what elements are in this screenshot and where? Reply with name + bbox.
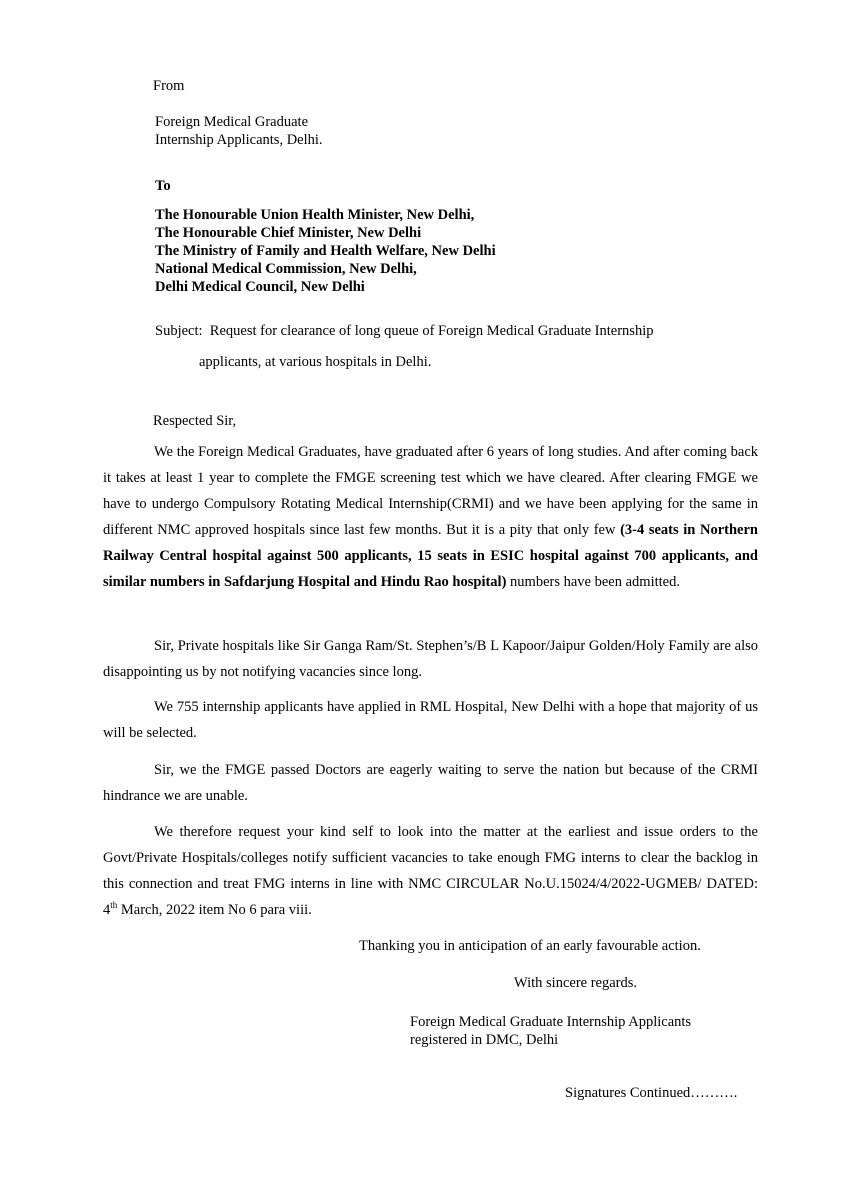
from-label: From bbox=[153, 78, 185, 94]
paragraph-5 bbox=[103, 819, 758, 923]
subject-text: Request for clearance of long queue of Foreign Medical Graduate Internship bbox=[209, 323, 654, 339]
paragraph-1-text: We the Foreign Medical Graduates, have graduated after 6 years of long studies. And after coming back it takes at least 1 year to complete the FMGE screening test which we have cleared. After clearing FMGE we have to undergo Compulsory Rotating Medical Internship(CRMI) and we have been applying for the same in different NMC approved hospitals since last few months. But it is a pity that only few bbox=[103, 444, 758, 538]
paragraph-2 bbox=[103, 633, 758, 685]
recipient-line: Delhi Medical Council, New Delhi bbox=[155, 279, 365, 295]
subject-label: Subject: bbox=[155, 323, 203, 339]
signoff bbox=[410, 1013, 691, 1049]
paragraph-4-text: Sir, we the FMGE passed Doctors are eagerly waiting to serve the nation but because of the CRMI hindrance we are unable. bbox=[103, 762, 758, 804]
paragraph-5-end: March, 2022 item No 6 para viii. bbox=[117, 902, 312, 918]
recipient-line: The Ministry of Family and Health Welfare, New Delhi bbox=[155, 243, 496, 259]
signatures-continued: Signatures Continued………. bbox=[565, 1085, 738, 1101]
recipient-line: The Honourable Union Health Minister, New Delhi, bbox=[155, 207, 475, 223]
from-line: Internship Applicants, Delhi. bbox=[155, 132, 323, 148]
from-address bbox=[155, 113, 323, 149]
paragraph-1 bbox=[103, 439, 758, 595]
recipient-line: National Medical Commission, New Delhi, bbox=[155, 261, 417, 277]
paragraph-5-text: We therefore request your kind self to look into the matter at the earliest and issue orders to the Govt/Private Hospitals/colleges notify sufficient vacancies to take enough FMG interns to clear the backlog in this connection and treat FMG interns in line with NMC CIRCULAR No.U.15024/4/2022-UGMEB/ DATED: 4 bbox=[103, 824, 758, 918]
subject-continuation: applicants, at various hospitals in Delhi. bbox=[199, 354, 432, 370]
recipient-line: The Honourable Chief Minister, New Delhi bbox=[155, 225, 422, 241]
to-label: To bbox=[155, 178, 171, 194]
paragraph-3-text: We 755 internship applicants have applied in RML Hospital, New Delhi with a hope that majority of us will be selected. bbox=[103, 699, 758, 741]
subject-line bbox=[155, 323, 653, 340]
from-line: Foreign Medical Graduate bbox=[155, 114, 309, 130]
paragraph-2-text: Sir, Private hospitals like Sir Ganga Ram/St. Stephen’s/B L Kapoor/Jaipur Golden/Holy Family are also disappointing us by not notifying vacancies since long. bbox=[103, 638, 758, 680]
signoff-line: registered in DMC, Delhi bbox=[410, 1032, 559, 1048]
to-recipients bbox=[155, 206, 496, 296]
paragraph-3 bbox=[103, 694, 758, 746]
paragraph-5-superscript: th bbox=[110, 900, 118, 910]
paragraph-1-end: numbers have been admitted. bbox=[506, 574, 680, 590]
signoff-line: Foreign Medical Graduate Internship Applicants bbox=[410, 1014, 692, 1030]
paragraph-1-bold: (3-4 seats in Northern Railway Central hospital against 500 applicants, 15 seats in ESIC hospital against 700 applicants, and similar numbers in Safdarjung Hospital and Hindu Rao hospital) bbox=[103, 522, 758, 590]
paragraph-4 bbox=[103, 757, 758, 809]
closing-regards: With sincere regards. bbox=[514, 975, 638, 991]
closing-thanks: Thanking you in anticipation of an early favourable action. bbox=[359, 938, 701, 954]
salutation: Respected Sir, bbox=[153, 413, 237, 429]
